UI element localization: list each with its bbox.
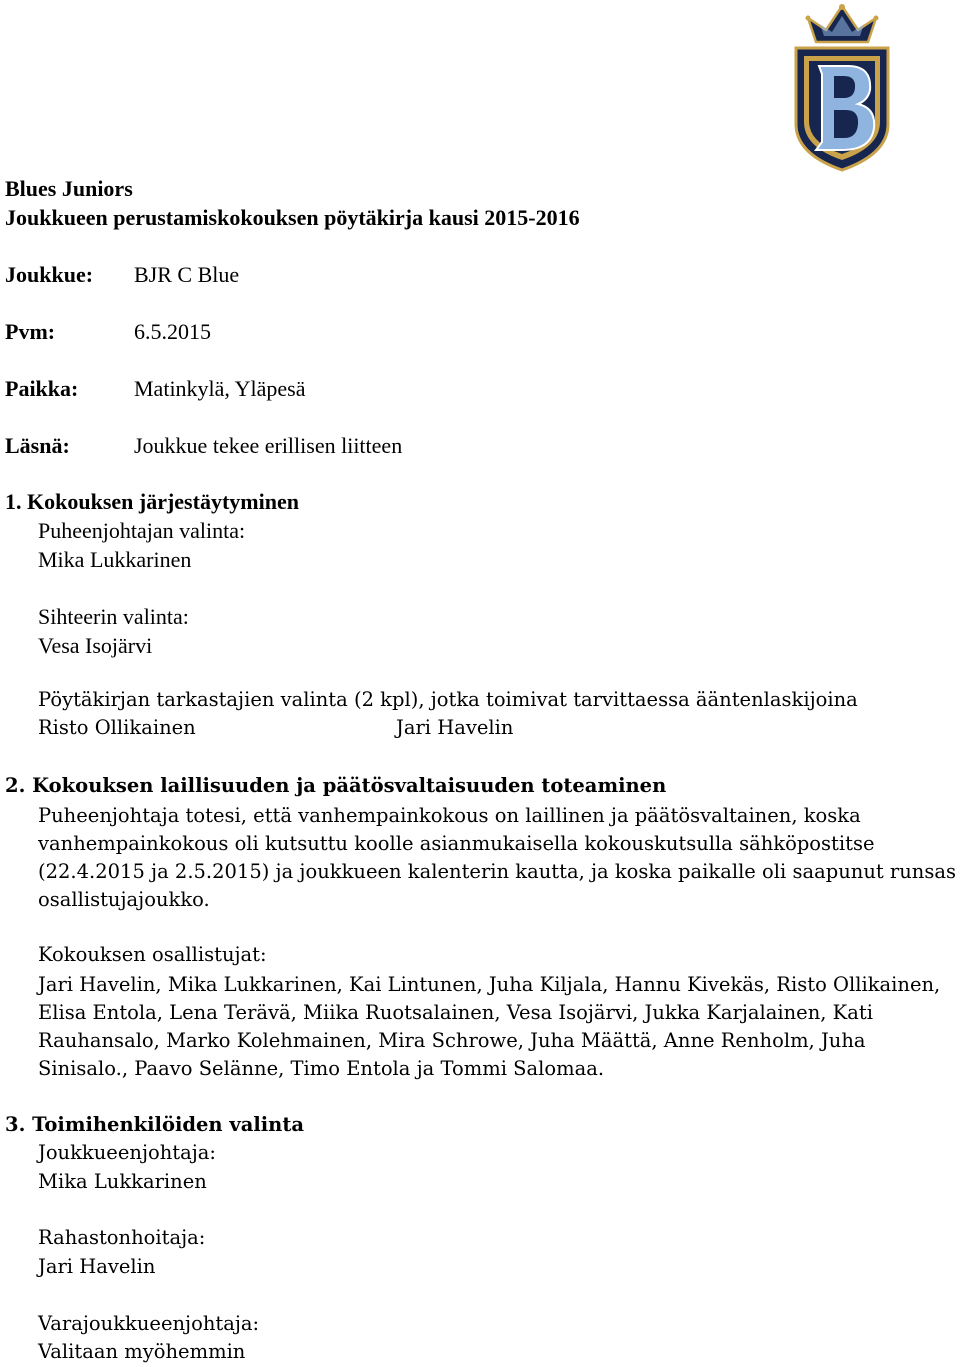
team-value: BJR C Blue [134, 262, 240, 287]
deputy-label: Varajoukkueenjohtaja: [38, 1312, 260, 1335]
document-title: Joukkueen perustamiskokouksen pöytäkirja kausi 2015-2016 [5, 205, 580, 230]
chair-label: Puheenjohtajan valinta: [38, 518, 246, 543]
present-label: Läsnä: [5, 433, 70, 458]
section-2-heading: 2. Kokouksen laillisuuden ja päätösvaltaisuuden toteaminen [5, 774, 667, 797]
place-label: Paikka: [5, 376, 79, 401]
participants-label: Kokouksen osallistujat: [38, 943, 267, 966]
manager-value: Mika Lukkarinen [38, 1170, 207, 1193]
secretary-value: Vesa Isojärvi [38, 633, 153, 658]
chair-value: Mika Lukkarinen [38, 547, 192, 572]
place-value: Matinkylä, Yläpesä [134, 376, 306, 401]
checker-1: Risto Ollikainen [38, 716, 196, 739]
checkers-label: Pöytäkirjan tarkastajien valinta (2 kpl), jotka toimivat tarvittaessa ääntenlaskijoina [38, 688, 858, 711]
section-1-heading: 1. Kokouksen järjestäytyminen [5, 489, 299, 514]
deputy-value: Valitaan myöhemmin [38, 1340, 246, 1363]
shield-icon [796, 48, 888, 170]
present-value: Joukkue tekee erillisen liitteen [134, 433, 403, 458]
manager-label: Joukkueenjohtaja: [38, 1141, 216, 1164]
blues-logo [786, 4, 898, 172]
checker-2: Jari Havelin [396, 716, 514, 739]
org-name: Blues Juniors [5, 176, 133, 201]
secretary-label: Sihteerin valinta: [38, 604, 189, 629]
legality-paragraph: Puheenjohtaja totesi, että vanhempainkokous on laillinen ja päätösvaltainen, koska vanhempainkokous oli kutsuttu koolle asianmukaisella kokouskutsulla sähköpostitse (22.4.2015 ja 2.5.2015) ja joukkueen kalenterin kautta, ja koska paikalle oli saapunut runsas osallistujajoukko. [38, 804, 956, 911]
section-3-heading: 3. Toimihenkilöiden valinta [5, 1113, 304, 1136]
treasurer-value: Jari Havelin [38, 1255, 156, 1278]
participants-list: Jari Havelin, Mika Lukkarinen, Kai Lintunen, Juha Kiljala, Hannu Kivekäs, Risto Ollikainen, Elisa Entola, Lena Terävä, Miika Ruotsalainen, Vesa Isojärvi, Jukka Karjalainen, Kati Rauhansalo, Marko Kolehmainen, Mira Schrowe, Juha Määttä, Anne Renholm, Juha Sinisalo., Paavo Selänne, Timo Entola ja Tommi Salomaa. [38, 973, 941, 1080]
team-label: Joukkue: [5, 262, 94, 287]
date-label: Pvm: [5, 319, 56, 344]
crown-icon [806, 4, 879, 42]
treasurer-label: Rahastonhoitaja: [38, 1226, 206, 1249]
date-value: 6.5.2015 [134, 319, 211, 344]
